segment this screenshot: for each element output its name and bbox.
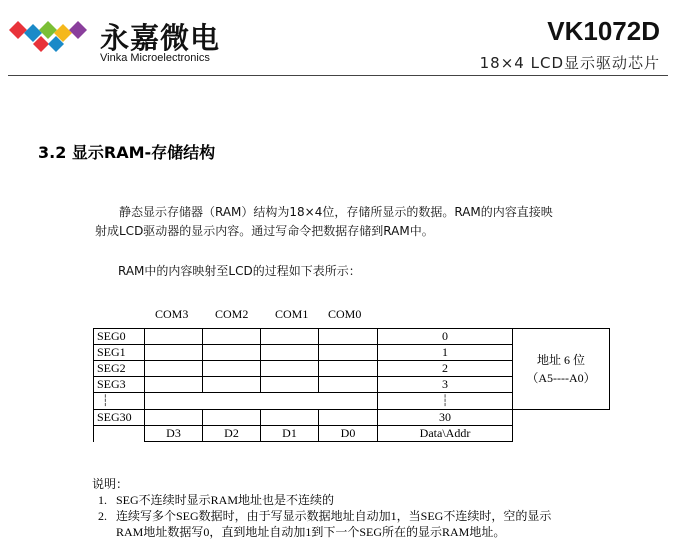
- bit-cell: [319, 361, 378, 377]
- bit-cell: [203, 377, 261, 393]
- note-number: 1.: [98, 493, 107, 507]
- bit-cell: [261, 329, 319, 345]
- ram-mapping-table: [93, 328, 610, 442]
- paragraph-mapping-intro: RAM中的内容映射至LCD的过程如下表所示：: [118, 264, 361, 278]
- address-cell: 0: [378, 329, 513, 345]
- bit-cell: [145, 329, 203, 345]
- address-range-text: （A5----A0）: [526, 371, 596, 385]
- seg-label: SEG3: [94, 377, 145, 393]
- seg-label: SEG1: [94, 345, 145, 361]
- table-row-footer: [94, 426, 610, 442]
- bit-cell: [261, 377, 319, 393]
- bit-cell: [203, 329, 261, 345]
- brand-name-english: Vinka Microelectronics: [100, 52, 210, 64]
- address-cell: 2: [378, 361, 513, 377]
- address-width-label: [513, 329, 610, 410]
- data-addr-label: Data\Addr: [378, 426, 513, 442]
- paragraph-line: 射成LCD驱动器的显示内容。通过写命令把数据存储到RAM中。: [95, 224, 434, 238]
- bit-ellipsis-cell: [145, 393, 378, 410]
- bit-label-d2: D2: [203, 426, 261, 442]
- bit-cell: [319, 410, 378, 426]
- notes-label: 说明：: [92, 477, 129, 491]
- note-text: RAM地址数据写0，直到地址自动加1到下一个SEG所在的显示RAM地址。: [116, 525, 506, 539]
- address-cell: 3: [378, 377, 513, 393]
- empty-cell: [94, 426, 145, 442]
- header-divider: [8, 75, 668, 76]
- bit-cell: [203, 345, 261, 361]
- column-header-com3: COM3: [155, 307, 189, 321]
- table-row: [94, 329, 610, 345]
- table-row: [94, 410, 610, 426]
- seg-label: SEG30: [94, 410, 145, 426]
- note-text: SEG不连续时显示RAM地址也是不连续的: [116, 493, 335, 507]
- address-cell: 30: [378, 410, 513, 426]
- bit-cell: [145, 410, 203, 426]
- column-header-com0: COM0: [328, 307, 362, 321]
- vinka-logo-icon: [8, 18, 94, 52]
- address-cell: 1: [378, 345, 513, 361]
- note-number: 2.: [98, 509, 107, 523]
- bit-label-d0: D0: [319, 426, 378, 442]
- seg-ellipsis: ┆: [94, 393, 145, 410]
- bit-cell: [203, 361, 261, 377]
- brand-name-chinese: 永嘉微电: [100, 21, 221, 55]
- bit-cell: [319, 329, 378, 345]
- column-header-com2: COM2: [215, 307, 249, 321]
- note-number: [98, 524, 116, 540]
- bit-label-d3: D3: [145, 426, 203, 442]
- bit-cell: [145, 377, 203, 393]
- bit-cell: [203, 410, 261, 426]
- bit-cell: [261, 345, 319, 361]
- address-width-text: 地址 6 位: [536, 353, 585, 367]
- section-title: 3.2 显示RAM-存储结构: [38, 143, 216, 162]
- bit-cell: [145, 361, 203, 377]
- seg-label: SEG2: [94, 361, 145, 377]
- bit-cell: [145, 345, 203, 361]
- paragraph-line: 静态显示存储器（RAM）结构为18×4位，存储所显示的数据。RAM的内容直接映: [119, 205, 553, 219]
- note-item: [92, 508, 551, 524]
- note-text: 连续写多个SEG数据时，由于写显示数据地址自动加1，当SEG不连续时，空的显示: [116, 509, 552, 523]
- column-header-com1: COM1: [275, 307, 309, 321]
- bit-cell: [319, 377, 378, 393]
- paragraph-ram-structure: [95, 203, 615, 241]
- seg-label: SEG0: [94, 329, 145, 345]
- bit-cell: [319, 345, 378, 361]
- bit-cell: [261, 361, 319, 377]
- note-item-continuation: [92, 524, 551, 540]
- empty-cell: [513, 410, 610, 426]
- note-item: [92, 492, 551, 508]
- model-number: VK1072D: [547, 16, 660, 46]
- bit-cell: [261, 410, 319, 426]
- document-subtitle: 18×4 LCD显示驱动芯片: [479, 54, 660, 72]
- empty-cell: [513, 426, 610, 442]
- address-ellipsis: ┆: [378, 393, 513, 410]
- notes-block: [92, 476, 551, 540]
- bit-label-d1: D1: [261, 426, 319, 442]
